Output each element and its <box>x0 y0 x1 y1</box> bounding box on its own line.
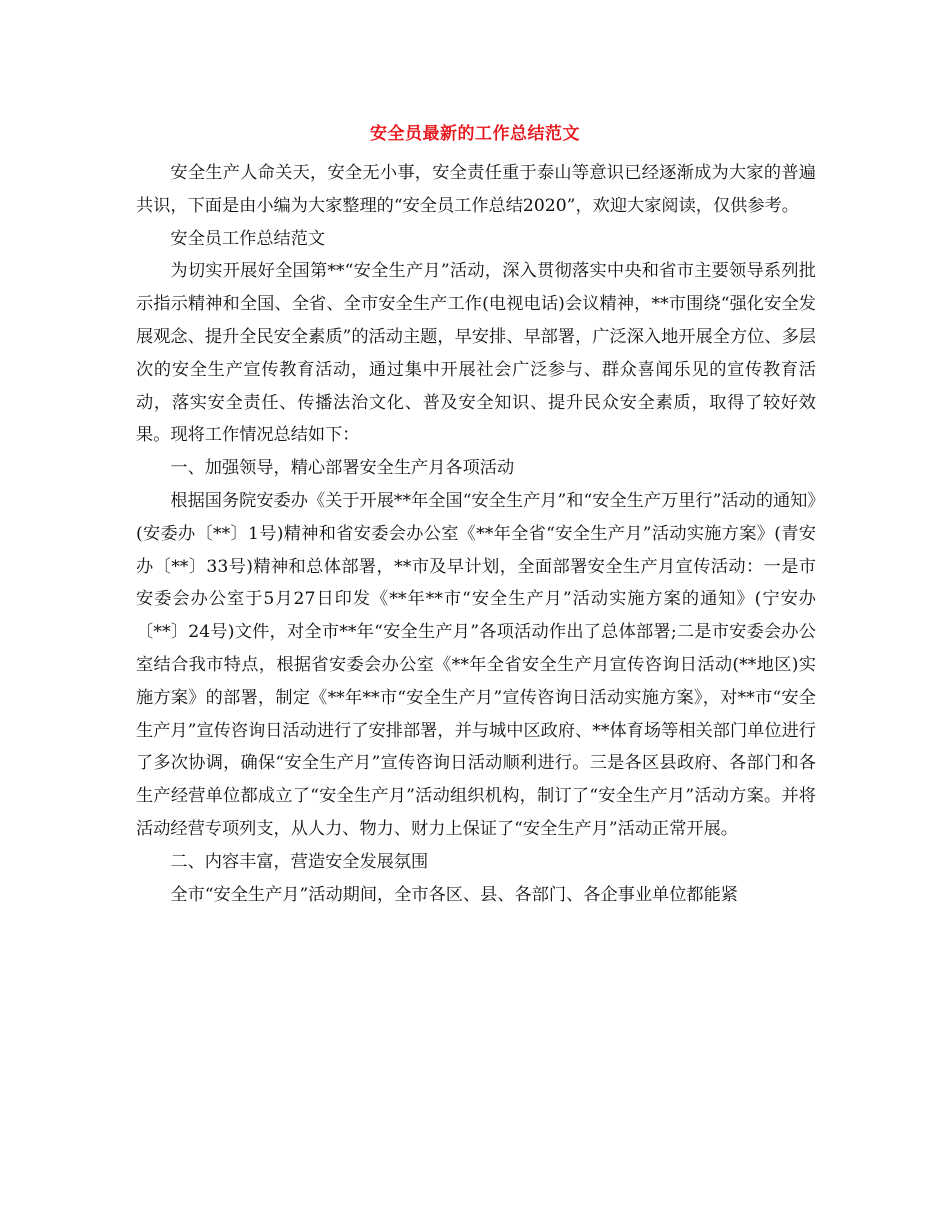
paragraph-intro: 安全生产人命关天，安全无小事，安全责任重于泰山等意识已经逐渐成为大家的普遍共识，下面是由小编为大家整理的“安全员工作总结2020”，欢迎大家阅读，仅供参考。 <box>136 163 816 216</box>
section-heading-one: 一、加强领导，精心部署安全生产月各项活动 <box>170 458 515 479</box>
document-title: 安全员最新的工作总结范文 <box>370 124 580 144</box>
paragraph-section-two: 全市“安全生产月”活动期间，全市各区、县、各部门、各企事业单位都能紧 <box>170 884 738 905</box>
paragraph-overview: 为切实开展好全国第**“安全生产月”活动，深入贯彻落实中央和省市主要领导系列批示指示精神和全国、全省、全市安全生产工作(电视电话)会议精神，**市围绕“强化安全发展观念、提升全民安全素质”的活动主题，早安排、早部署，广泛深入地开展全方位、多层次的安全生产宣传教育活动，通过集中开展社会广泛参与、群众喜闻乐见的宣传教育活动，落实安全责任、传播法治文化、普及安全知识、提升民众安全素质，取得了较好效果。现将工作情况总结如下： <box>136 261 816 446</box>
document-body <box>136 157 816 911</box>
section-heading-summary: 安全员工作总结范文 <box>170 228 326 249</box>
paragraph-section-one: 根据国务院安委办《关于开展**年全国“安全生产月”和“安全生产万里行”活动的通知》(安委办〔**〕1号)精神和省安委会办公室《**年全省“安全生产月”活动实施方案》(青安办〔**〕33号)精神和总体部署，**市及早计划，全面部署安全生产月宣传活动：一是市安委会办公室于5月27日印发《**年**市“安全生产月”活动实施方案的通知》(宁安办〔**〕24号)文件，对全市**年“安全生产月”各项活动作出了总体部署;二是市安委会办公室结合我市特点，根据省安委会办公室《**年全省安全生产月宣传咨询日活动(**地区)实施方案》的部署，制定《**年**市“安全生产月”宣传咨询日活动实施方案》，对**市“安全生产月”宣传咨询日活动进行了安排部署，并与城中区政府、**体育场等相关部门单位进行了多次协调，确保“安全生产月”宣传咨询日活动顺利进行。三是各区县政府、各部门和各生产经营单位都成立了“安全生产月”活动组织机构，制订了“安全生产月”活动方案。并将活动经营专项列支，从人力、物力、财力上保证了“安全生产月”活动正常开展。 <box>136 490 816 839</box>
section-heading-two: 二、内容丰富，营造安全发展氛围 <box>170 851 429 872</box>
